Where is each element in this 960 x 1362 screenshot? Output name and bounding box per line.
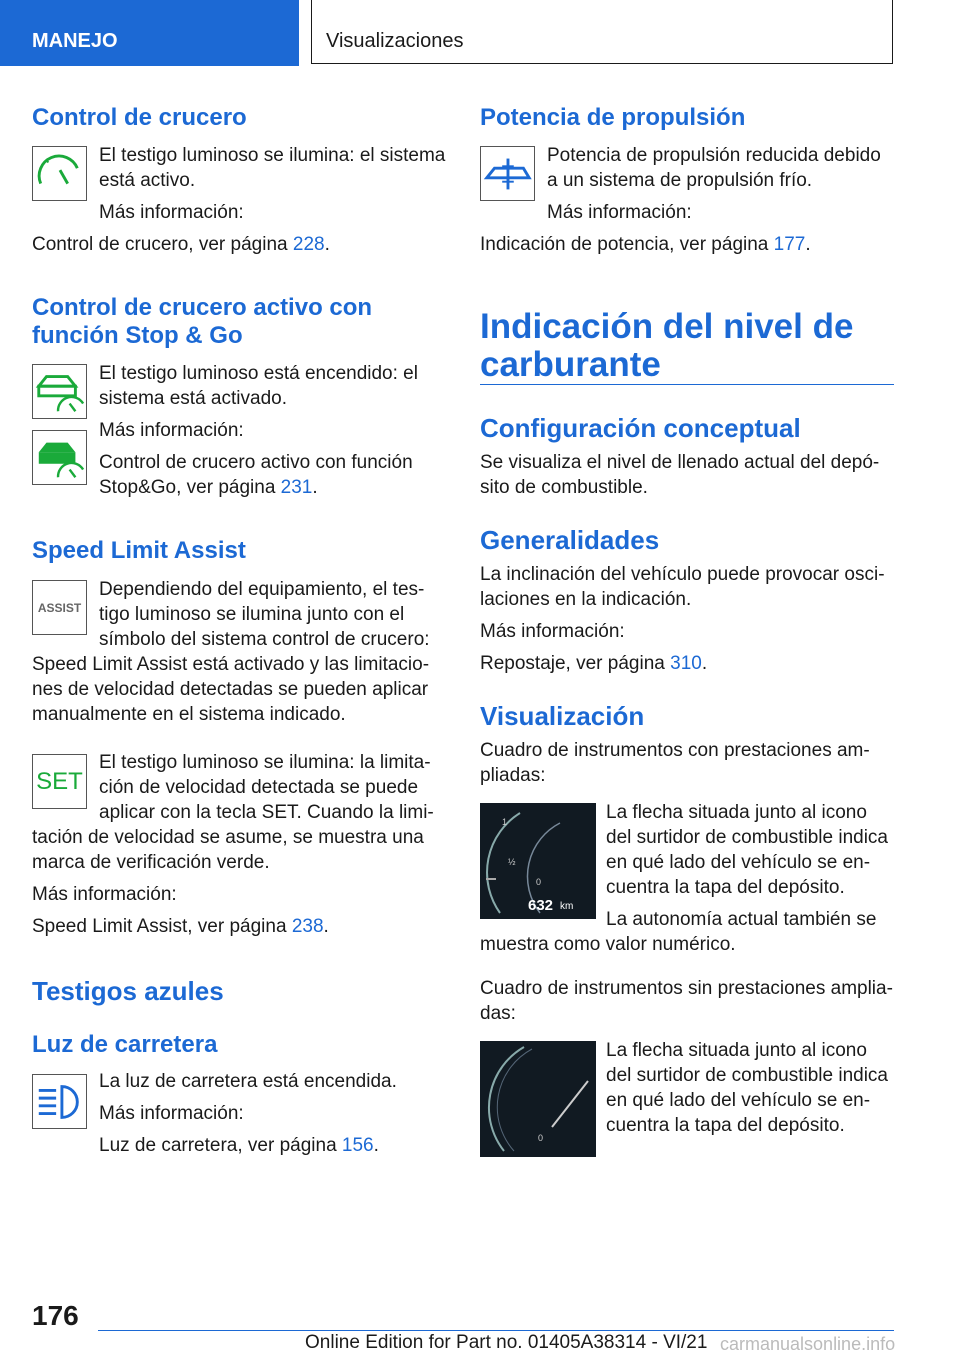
text-line: laciones en la indicación. [480, 589, 692, 610]
text-line: marca de verificación verde. [32, 852, 270, 873]
text-line: símbolo del sistema control de crucero: [99, 629, 430, 650]
text-line: tigo luminoso se ilumina junto con el [99, 604, 405, 625]
chapter-tab [311, 0, 893, 64]
heading-visualizacion: Visualización [480, 701, 645, 731]
text-line: del surtidor de combustible indica [606, 827, 888, 848]
text-line: nes de velocidad detectadas se pueden aplicar [32, 679, 429, 700]
heading-potencia-propulsion: Potencia de propulsión [480, 104, 746, 131]
heading-speed-limit-assist: Speed Limit Assist [32, 537, 246, 564]
reference: Repostaje, ver página 310. [480, 653, 708, 674]
text-line: Más información: [99, 420, 244, 441]
heading-configuracion: Configuración conceptual [480, 413, 801, 443]
text-line: Más información: [32, 884, 177, 905]
page-link[interactable]: 177 [773, 234, 806, 255]
text-line: ción de velocidad detectada se puede [99, 777, 419, 798]
reference: Speed Limit Assist, ver página 238. [32, 916, 329, 937]
text-line: en qué lado del vehículo se en- [606, 852, 871, 873]
instrument-cluster-extended-image [480, 803, 596, 919]
text-line: manualmente en el sistema indicado. [32, 704, 346, 725]
page-number: 176 [32, 1300, 79, 1331]
reference: Luz de carretera, ver página 156. [99, 1135, 379, 1156]
chapter-title: Indicación del nivel de carburante [480, 307, 854, 384]
text-line: a un sistema de propulsión frío. [547, 170, 813, 191]
text-line: La flecha situada junto al icono [606, 1040, 867, 1061]
text-line: Dependiendo del equipamiento, el tes- [99, 579, 425, 600]
text-line: Speed Limit Assist está activado y las limitacio- [32, 654, 430, 675]
set-icon: SET [32, 754, 87, 809]
chapter-label: Visualizaciones [326, 30, 464, 52]
svg-text:0: 0 [536, 877, 542, 887]
page-link[interactable]: 156 [341, 1135, 374, 1156]
svg-text:½: ½ [508, 857, 516, 867]
heading-testigos-azules: Testigos azules [32, 976, 224, 1006]
watermark: carmanualsonline.info [720, 1334, 896, 1354]
text-line: Más información: [480, 621, 625, 642]
reference: Indicación de potencia, ver página 177. [480, 234, 811, 255]
high-beam-icon [32, 1074, 87, 1129]
text-line: sistema está activado. [99, 388, 287, 409]
footer-rule [98, 1330, 894, 1331]
section-tab [0, 0, 299, 66]
reference: Stop&Go, ver página 231. [99, 477, 318, 498]
svg-text:0: 0 [538, 1133, 544, 1143]
text-line: Se visualiza el nivel de llenado actual del depó- [480, 452, 880, 473]
text-line: El testigo luminoso se ilumina: la limita- [99, 752, 431, 773]
active-cruise-icon [32, 364, 87, 419]
reference: Control de crucero, ver página 228. [32, 234, 330, 255]
propulsion-power-icon [480, 146, 535, 201]
text-line: cuentra la tapa del depósito. [606, 877, 845, 898]
text-line: El testigo luminoso está encendido: el [99, 363, 418, 384]
text-line: aplicar con la tecla SET. Cuando la limi- [99, 802, 434, 823]
range-unit: km [560, 901, 574, 912]
instrument-cluster-basic-image [480, 1041, 596, 1157]
text-line: cuentra la tapa del depósito. [606, 1115, 845, 1136]
heading-luz-carretera: Luz de carretera [32, 1031, 218, 1058]
heading-control-crucero: Control de crucero [32, 104, 247, 131]
section-label: MANEJO [32, 30, 118, 52]
text-line: en qué lado del vehículo se en- [606, 1090, 871, 1111]
svg-text:1: 1 [502, 817, 508, 827]
cruise-control-icon [32, 146, 87, 201]
divider [480, 384, 894, 385]
text-line: Potencia de propulsión reducida debido [547, 145, 881, 166]
text-line: das: [480, 1003, 516, 1024]
text-line: La autonomía actual también se [606, 909, 877, 930]
text-line: del surtidor de combustible indica [606, 1065, 888, 1086]
text-line: La luz de carretera está encendida. [99, 1071, 397, 1092]
text-line: Más información: [99, 1103, 244, 1124]
text-line: sito de combustible. [480, 477, 648, 498]
text-line: Cuadro de instrumentos con prestaciones am- [480, 740, 870, 761]
active-cruise-stopgo-icon [32, 430, 87, 485]
text-line: Cuadro de instrumentos sin prestaciones amplia- [480, 978, 893, 999]
text-line: Más información: [547, 202, 692, 223]
text-line: La inclinación del vehículo puede provocar osci- [480, 564, 885, 585]
text-line: está activo. [99, 170, 196, 191]
page-link[interactable]: 231 [280, 477, 313, 498]
text-line: pliadas: [480, 765, 546, 786]
text-line: El testigo luminoso se ilumina: el sistema [99, 145, 446, 166]
text-line: muestra como valor numérico. [480, 934, 736, 955]
text-line: Control de crucero activo con función [99, 452, 413, 473]
text-line: La flecha situada junto al icono [606, 802, 867, 823]
heading-generalidades: Generalidades [480, 525, 660, 555]
edition-note: Online Edition for Part no. 01405A38314 - VI/21 [305, 1332, 708, 1353]
heading-control-crucero-activo: Control de crucero activo con función Stop & Go [32, 294, 373, 349]
page-link[interactable]: 310 [670, 653, 702, 674]
text-line: Más información: [99, 202, 244, 223]
range-value: 632 [528, 897, 554, 914]
assist-icon: ASSIST [32, 580, 87, 635]
page-link[interactable]: 228 [292, 234, 325, 255]
text-line: tación de velocidad se asume, se muestra una [32, 827, 424, 848]
page-link[interactable]: 238 [291, 916, 324, 937]
